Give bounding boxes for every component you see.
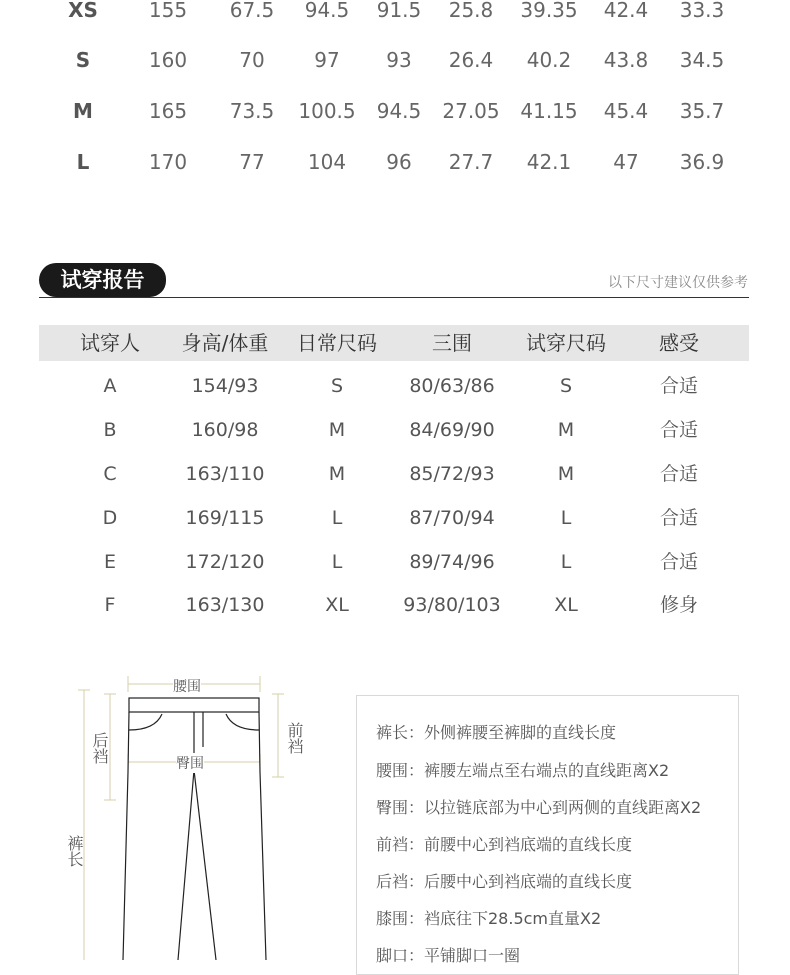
list-item: 腰围：裤腰左端点至右端点的直线距离X2 [376, 761, 670, 780]
list-item: 前裆：前腰中心到裆底端的直线长度 [376, 835, 633, 854]
length-label: 裤长 [65, 835, 84, 867]
cell: 94.5 [304, 0, 350, 22]
cell: M [328, 463, 346, 485]
cell: XL [554, 594, 578, 616]
back-rise-label: 后裆 [90, 732, 109, 764]
cell: 94.5 [376, 99, 422, 123]
cell: S [330, 375, 344, 397]
cell: 100.5 [298, 99, 356, 123]
cell: 84/69/90 [409, 419, 495, 441]
cell: 160 [148, 48, 188, 72]
cell: 36.9 [679, 150, 725, 174]
size-label: S [75, 48, 91, 72]
list-item: 脚口：平铺脚口一圈 [376, 946, 521, 965]
table-row [39, 454, 749, 494]
cell: M [328, 419, 346, 441]
cell: L [331, 507, 343, 529]
cell: S [559, 375, 573, 397]
cell: 34.5 [679, 48, 725, 72]
cell: 85/72/93 [409, 463, 495, 485]
cell: 155 [148, 0, 188, 22]
cell: 39.35 [520, 0, 578, 22]
cell: F [104, 594, 116, 616]
table-row [0, 91, 790, 131]
header-tried-size: 试穿尺码 [526, 331, 606, 355]
header-usual-size: 日常尺码 [297, 331, 377, 355]
cell: 77 [239, 150, 265, 174]
header-measurements: 三围 [432, 331, 472, 355]
pants-outline-icon [60, 672, 310, 960]
cell: 35.7 [679, 99, 725, 123]
cell: 合适 [659, 375, 699, 397]
measurement-notes [356, 695, 739, 975]
cell: 87/70/94 [409, 507, 495, 529]
cell: 160/98 [191, 419, 259, 441]
front-rise-label: 前裆 [285, 722, 304, 754]
cell: 91.5 [376, 0, 422, 22]
cell: 172/120 [185, 551, 265, 573]
trial-table-header [39, 325, 749, 361]
cell: 104 [307, 150, 347, 174]
cell: 163/110 [185, 463, 265, 485]
list-item: 臀围：以拉链底部为中心到两侧的直线距离X2 [376, 798, 702, 817]
cell: 67.5 [229, 0, 275, 22]
cell: 96 [386, 150, 412, 174]
table-row [0, 0, 790, 30]
list-item: 膝围：裆底往下28.5cm直量X2 [376, 909, 602, 928]
table-row [39, 498, 749, 538]
cell: 33.3 [679, 0, 725, 22]
waist-label: 腰围 [173, 676, 201, 696]
cell: M [557, 463, 575, 485]
cell: 42.1 [526, 150, 572, 174]
cell: B [103, 419, 117, 441]
hip-label: 臀围 [176, 753, 204, 773]
cell: 合适 [659, 419, 699, 441]
cell: 43.8 [603, 48, 649, 72]
cell: 27.7 [448, 150, 494, 174]
cell: 93/80/103 [403, 594, 501, 616]
table-row [0, 142, 790, 182]
cell: 25.8 [448, 0, 494, 22]
divider [39, 297, 749, 298]
cell: 40.2 [526, 48, 572, 72]
cell: 97 [314, 48, 340, 72]
cell: 合适 [659, 463, 699, 485]
table-row [0, 40, 790, 80]
cell: 27.05 [442, 99, 500, 123]
cell: 26.4 [448, 48, 494, 72]
cell: 42.4 [603, 0, 649, 22]
size-label: L [76, 150, 90, 174]
table-row [39, 542, 749, 582]
cell: 合适 [659, 551, 699, 573]
cell: A [103, 375, 117, 397]
table-row [39, 410, 749, 450]
section-title-badge: 试穿报告 [39, 263, 166, 297]
cell: L [331, 551, 343, 573]
cell: 41.15 [520, 99, 578, 123]
cell: 154/93 [191, 375, 259, 397]
cell: 165 [148, 99, 188, 123]
cell: 修身 [659, 594, 699, 616]
header-tester: 试穿人 [80, 331, 140, 355]
cell: 169/115 [185, 507, 265, 529]
list-item: 后裆：后腰中心到裆底端的直线长度 [376, 872, 633, 891]
table-row [39, 585, 749, 625]
reference-hint: 以下尺寸建议仅供参考 [608, 275, 748, 291]
table-row [39, 366, 749, 406]
cell: 80/63/86 [409, 375, 495, 397]
size-label: XS [68, 0, 98, 22]
cell: C [103, 463, 117, 485]
cell: 70 [239, 48, 265, 72]
list-item: 裤长：外侧裤腰至裤脚的直线长度 [376, 723, 617, 742]
cell: D [102, 507, 118, 529]
cell: 合适 [659, 507, 699, 529]
cell: E [103, 551, 117, 573]
pants-diagram [60, 672, 310, 960]
header-height-weight: 身高/体重 [181, 331, 269, 355]
cell: 163/130 [185, 594, 265, 616]
cell: L [560, 551, 572, 573]
cell: 170 [148, 150, 188, 174]
cell: 47 [613, 150, 639, 174]
cell: M [557, 419, 575, 441]
size-label: M [73, 99, 93, 123]
cell: 89/74/96 [409, 551, 495, 573]
header-feeling: 感受 [659, 331, 699, 355]
cell: L [560, 507, 572, 529]
cell: 73.5 [229, 99, 275, 123]
cell: 45.4 [603, 99, 649, 123]
cell: XL [325, 594, 349, 616]
cell: 93 [386, 48, 412, 72]
